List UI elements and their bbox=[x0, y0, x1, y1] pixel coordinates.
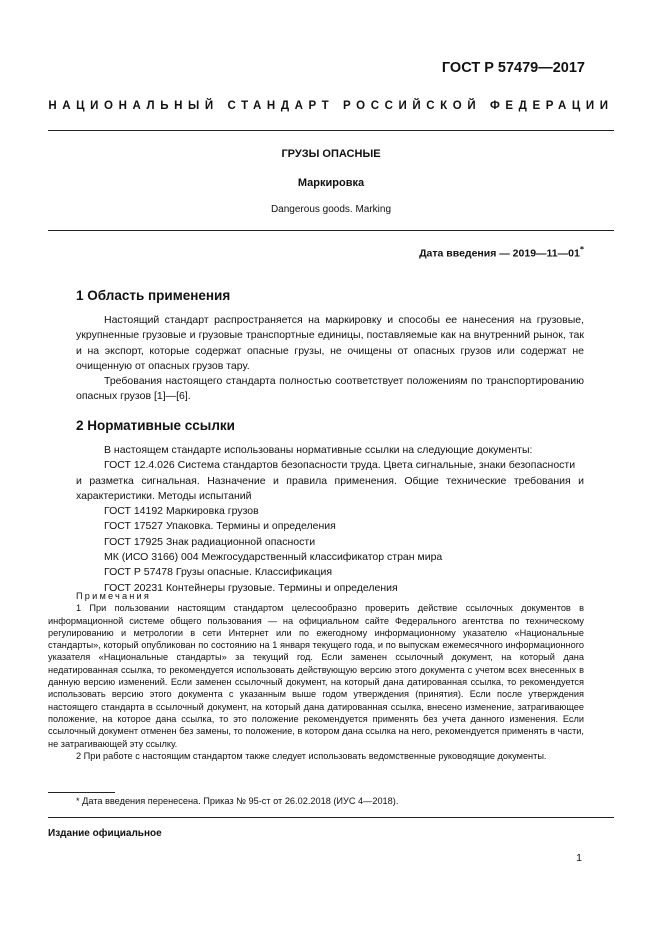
reference-item: ГОСТ 17925 Знак радиационной опасности bbox=[104, 535, 316, 548]
reference-item: МК (ИСО 3166) 004 Межгосударственный классификатор стран мира bbox=[104, 551, 443, 564]
reference-item: ГОСТ 17527 Упаковка. Термины и определения bbox=[104, 520, 336, 533]
notes-heading: Примечания bbox=[76, 591, 152, 601]
bottom-rule bbox=[48, 817, 614, 818]
section-2-body bbox=[76, 443, 584, 596]
footnote: * Дата введения перенесена. Приказ № 95-ст от 26.02.2018 (ИУС 4—2018). bbox=[76, 796, 399, 806]
reference-item bbox=[76, 458, 584, 504]
section-2-heading: 2 Нормативные ссылки bbox=[76, 418, 235, 433]
document-subtitle: Маркировка bbox=[297, 177, 365, 189]
page-number: 1 bbox=[576, 852, 582, 864]
section-1-body bbox=[76, 313, 584, 405]
footnote-mark: * bbox=[579, 245, 584, 254]
top-rule bbox=[48, 130, 614, 131]
reference-first-line: ГОСТ 12.4.026 Система стандартов безопасности труда. Цвета сигнальные, знаки безопасности bbox=[104, 459, 576, 472]
note-1: 1 При пользовании настоящим стандартом целесообразно проверить действие ссылочных документов в информационной системе общего пользования — на официальном сайте Федерального агентства по техническому регулированию и метрологии в сети Интернет или по ежегодному информационному указателю «Национальные стандарты», который опубликован по состоянию на 1 января текущего года, и по выпускам ежемесячного информационного указателя «Национальные стандарты» за текущий год. Если заменен ссылочный документ, на который дана недатированная ссылка, то рекомендуется использовать действующую версию этого документа с учетом всех внесенных в данную версию изменений. Если заменен ссылочный документ, на который дана датированная ссылка, то рекомендуется использовать версию этого документа с указанным выше годом утверждения (принятия). Если после утверждения настоящего стандарта в ссылочный документ, на который дана датированная ссылка, внесено изменение, затрагивающее положение, на которое дана ссылка, то это положение рекомендуется применять без учета данного изменения. Если ссылочный документ отменен без замены, то положение, в котором дана ссылка на него, рекомендуется применять в части, не затрагивающей эту ссылку. bbox=[48, 603, 584, 749]
notes-block bbox=[48, 590, 584, 762]
reference-item: ГОСТ 20231 Контейнеры грузовые. Термины и определения bbox=[104, 581, 398, 594]
reference-continuation: и разметка сигнальная. Назначение и правила применения. Общие технические требования и характеристики. Методы испытаний bbox=[76, 474, 584, 502]
introduction-date-text: Дата введения — 2019—11—01 bbox=[419, 247, 580, 260]
note-2: 2 При работе с настоящим стандартом также следует использовать ведомственные руководящие документы. bbox=[76, 750, 547, 761]
introduction-date bbox=[419, 245, 584, 260]
english-title: Dangerous goods. Marking bbox=[270, 204, 392, 215]
reference-item: ГОСТ Р 57478 Грузы опасные. Классификация bbox=[104, 566, 333, 579]
section-1-paragraph-1: Настоящий стандарт распространяется на маркировку и способы ее нанесения на грузовые, укрупненные грузовые и грузовые транспортные единицы, поставляемые как на внутренний рынок, так и на экспорт, которые содержат опасные грузы, не очищены от опасных грузов или содержат не очищенную от опасных грузов тару. bbox=[76, 314, 584, 372]
document-title: ГРУЗЫ ОПАСНЫЕ bbox=[281, 148, 381, 160]
national-standard-heading: НАЦИОНАЛЬНЫЙ СТАНДАРТ РОССИЙСКОЙ ФЕДЕРАЦИИ bbox=[48, 100, 614, 112]
section-1-paragraph-2: Требования настоящего стандарта полностью соответствует положениям по транспортированию опасных грузов [1]—[6]. bbox=[76, 375, 584, 403]
section-2-intro: В настоящем стандарте использованы нормативные ссылки на следующие документы: bbox=[104, 444, 533, 456]
section-1-heading: 1 Область применения bbox=[76, 288, 231, 303]
footnote-rule bbox=[48, 792, 115, 793]
title-rule bbox=[48, 230, 614, 231]
reference-item: ГОСТ 14192 Маркировка грузов bbox=[104, 505, 259, 518]
standard-code: ГОСТ Р 57479—2017 bbox=[441, 60, 585, 76]
official-edition-label: Издание официальное bbox=[48, 828, 162, 839]
